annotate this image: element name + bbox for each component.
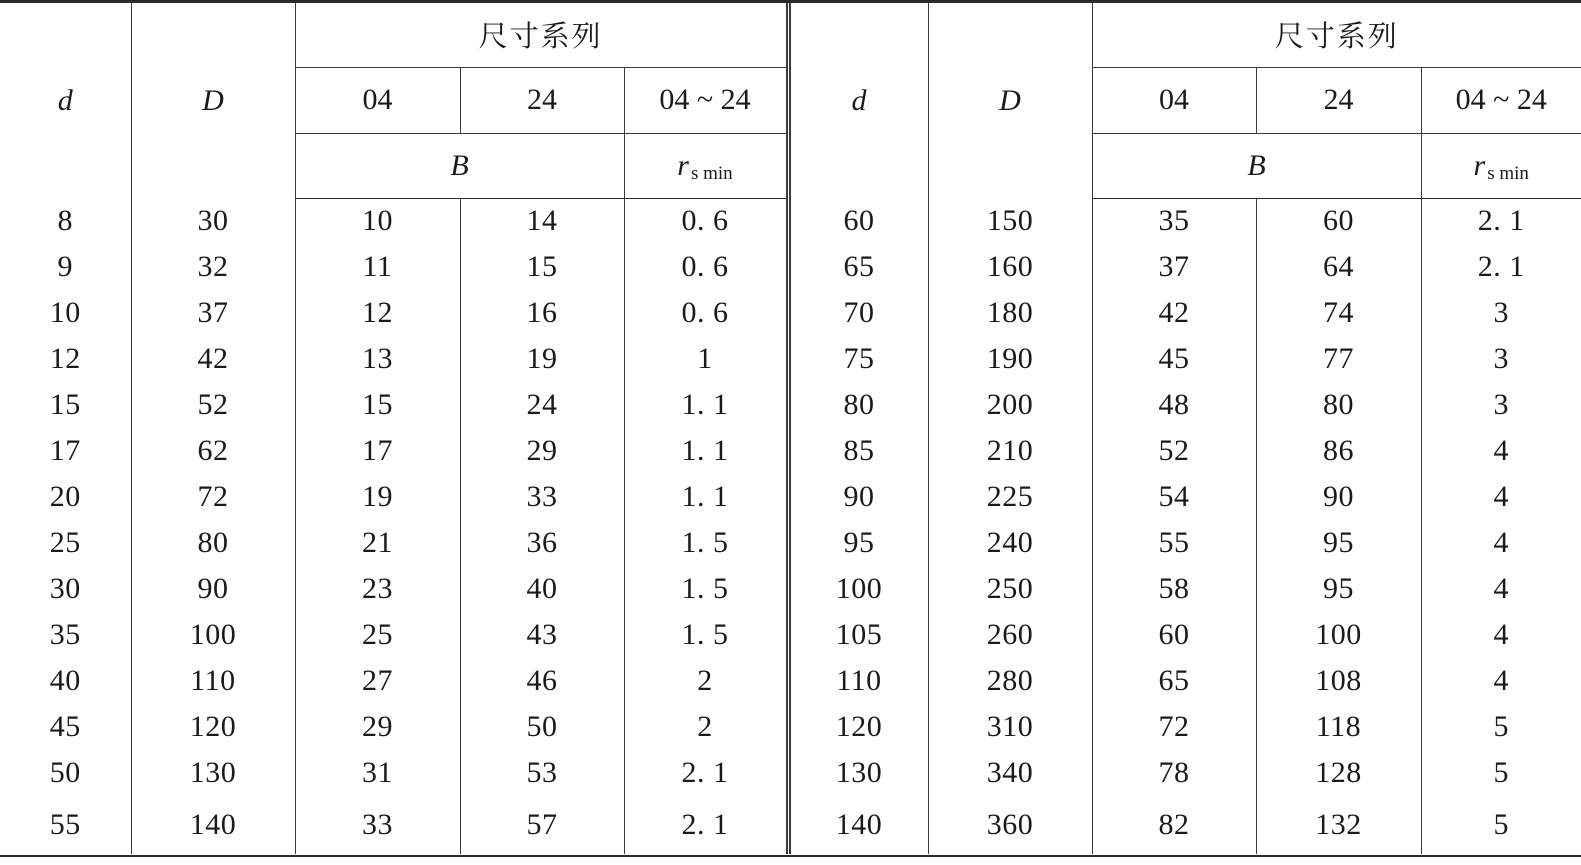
cell-right-width-24: 95 <box>1256 566 1421 612</box>
cell-left-width-24: 57 <box>460 796 624 854</box>
cell-left-chamfer-rs: 2 <box>624 704 788 750</box>
r-symbol: r <box>677 148 689 182</box>
cell-right-bore-d: 75 <box>788 336 928 382</box>
cell-left-width-04: 15 <box>295 382 460 428</box>
cell-left-outer-D: 120 <box>131 704 295 750</box>
cell-left-width-24: 33 <box>460 474 624 520</box>
cell-right-width-04: 52 <box>1092 428 1256 474</box>
cell-left-bore-d: 55 <box>49 808 81 841</box>
cell-left-bore-d: 17 <box>49 434 81 467</box>
table-row <box>0 796 1581 854</box>
cell-left-width-24: 29 <box>460 428 624 474</box>
cell-right-outer-D: 340 <box>928 750 1092 796</box>
cell-right-width-24: 60 <box>1256 198 1421 244</box>
cell-left-bore-d: 50 <box>49 756 81 789</box>
cell-left-chamfer-rs: 1 <box>624 336 788 382</box>
cell-right-width-24: 95 <box>1256 520 1421 566</box>
cell-right-width-24: 132 <box>1256 796 1421 854</box>
cell-left-width-24: 15 <box>460 244 624 290</box>
cell-left-chamfer-rs: 0. 6 <box>624 198 788 244</box>
cell-left-outer-D: 37 <box>131 290 295 336</box>
cell-left-width-24: 36 <box>460 520 624 566</box>
cell-left-chamfer-rs: 0. 6 <box>624 290 788 336</box>
cell-left-bore-d: 40 <box>49 664 81 697</box>
cell-right-outer-D: 225 <box>928 474 1092 520</box>
cell-right-outer-D: 310 <box>928 704 1092 750</box>
cell-left-width-24: 53 <box>460 750 624 796</box>
cell-right-outer-D: 180 <box>928 290 1092 336</box>
cell-left-bore-d: 10 <box>49 296 81 329</box>
cell-right-chamfer-rs: 4 <box>1421 474 1581 520</box>
cell-right-bore-d: 65 <box>788 244 928 290</box>
cell-right-width-04: 45 <box>1092 336 1256 382</box>
cell-left-bore-d: 12 <box>49 342 81 375</box>
bearing-dimension-table <box>0 3 1581 854</box>
cell-left-outer-D: 100 <box>131 612 295 658</box>
cell-left-outer-D: 130 <box>131 750 295 796</box>
cell-left-width-04: 25 <box>295 612 460 658</box>
cell-left-bore-d: 25 <box>49 526 81 559</box>
cell-right-width-04: 42 <box>1092 290 1256 336</box>
cell-left-width-04: 33 <box>295 796 460 854</box>
table-row <box>0 520 1581 566</box>
table-row <box>0 244 1581 290</box>
cell-left-width-04: 19 <box>295 474 460 520</box>
cell-right-width-24: 80 <box>1256 382 1421 428</box>
header-series-04-left: 04 <box>295 67 460 133</box>
header-bore-diameter-right: d <box>788 3 928 198</box>
cell-left-width-04: 29 <box>295 704 460 750</box>
cell-right-chamfer-rs: 5 <box>1421 796 1581 854</box>
cell-left-bore-d: 9 <box>57 250 73 283</box>
cell-right-width-04: 82 <box>1092 796 1256 854</box>
header-size-series-left: 尺寸系列 <box>295 3 788 67</box>
cell-left-outer-D: 62 <box>131 428 295 474</box>
cell-left-width-24: 16 <box>460 290 624 336</box>
table-row <box>0 198 1581 244</box>
cell-right-bore-d: 105 <box>788 612 928 658</box>
header-bore-diameter-left: d <box>57 83 73 117</box>
cell-left-width-24: 50 <box>460 704 624 750</box>
cell-left-outer-D: 72 <box>131 474 295 520</box>
cell-left-bore-d: 45 <box>49 710 81 743</box>
cell-right-bore-d: 95 <box>788 520 928 566</box>
cell-right-width-04: 35 <box>1092 198 1256 244</box>
cell-right-bore-d: 100 <box>788 566 928 612</box>
cell-right-width-04: 55 <box>1092 520 1256 566</box>
cell-left-width-24: 43 <box>460 612 624 658</box>
cell-right-bore-d: 140 <box>788 796 928 854</box>
cell-left-chamfer-rs: 0. 6 <box>624 244 788 290</box>
cell-left-outer-D: 140 <box>131 796 295 854</box>
header-series-range-right: 04 ~ 24 <box>1421 67 1581 133</box>
table-row <box>0 566 1581 612</box>
cell-right-width-04: 72 <box>1092 704 1256 750</box>
cell-right-chamfer-rs: 4 <box>1421 520 1581 566</box>
header-series-24-right: 24 <box>1256 67 1421 133</box>
cell-right-chamfer-rs: 2. 1 <box>1421 244 1581 290</box>
cell-right-width-04: 65 <box>1092 658 1256 704</box>
table-row <box>0 382 1581 428</box>
header-outer-diameter-right: D <box>928 3 1092 198</box>
cell-left-outer-D: 52 <box>131 382 295 428</box>
cell-left-bore-d: 20 <box>49 480 81 513</box>
cell-left-outer-D: 32 <box>131 244 295 290</box>
header-width-left: B <box>295 133 624 198</box>
r-subscript: s min <box>690 162 733 184</box>
cell-left-chamfer-rs: 1. 1 <box>624 474 788 520</box>
cell-right-chamfer-rs: 4 <box>1421 612 1581 658</box>
cell-left-chamfer-rs: 1. 5 <box>624 566 788 612</box>
cell-right-width-04: 48 <box>1092 382 1256 428</box>
cell-left-bore-d: 15 <box>49 388 81 421</box>
header-series-range-left: 04 ~ 24 <box>624 67 788 133</box>
cell-right-outer-D: 210 <box>928 428 1092 474</box>
cell-left-width-04: 23 <box>295 566 460 612</box>
cell-left-bore-d: 8 <box>57 204 73 237</box>
table-row <box>0 428 1581 474</box>
cell-left-chamfer-rs: 1. 1 <box>624 382 788 428</box>
cell-left-outer-D: 80 <box>131 520 295 566</box>
cell-left-width-04: 11 <box>295 244 460 290</box>
cell-right-width-24: 100 <box>1256 612 1421 658</box>
cell-left-outer-D: 90 <box>131 566 295 612</box>
cell-right-outer-D: 190 <box>928 336 1092 382</box>
cell-right-chamfer-rs: 2. 1 <box>1421 198 1581 244</box>
cell-right-width-04: 54 <box>1092 474 1256 520</box>
cell-right-chamfer-rs: 4 <box>1421 566 1581 612</box>
cell-left-width-04: 21 <box>295 520 460 566</box>
cell-left-chamfer-rs: 1. 5 <box>624 612 788 658</box>
cell-left-outer-D: 110 <box>131 658 295 704</box>
cell-left-bore-d: 30 <box>49 572 81 605</box>
cell-right-chamfer-rs: 5 <box>1421 704 1581 750</box>
cell-left-width-04: 12 <box>295 290 460 336</box>
cell-right-bore-d: 90 <box>788 474 928 520</box>
cell-right-outer-D: 360 <box>928 796 1092 854</box>
cell-right-width-24: 128 <box>1256 750 1421 796</box>
table-body <box>0 198 1581 854</box>
cell-left-chamfer-rs: 1. 1 <box>624 428 788 474</box>
header-chamfer-left <box>624 133 788 198</box>
cell-left-width-24: 19 <box>460 336 624 382</box>
cell-left-chamfer-rs: 2. 1 <box>624 750 788 796</box>
cell-left-width-04: 17 <box>295 428 460 474</box>
table-row <box>0 612 1581 658</box>
cell-left-width-04: 31 <box>295 750 460 796</box>
cell-right-outer-D: 160 <box>928 244 1092 290</box>
header-chamfer-right <box>1421 133 1581 198</box>
table-row <box>0 704 1581 750</box>
cell-left-chamfer-rs: 2 <box>624 658 788 704</box>
cell-right-outer-D: 280 <box>928 658 1092 704</box>
table-bottom-rule <box>0 855 1581 857</box>
header-outer-diameter-left: D <box>131 3 295 198</box>
cell-right-width-24: 90 <box>1256 474 1421 520</box>
cell-right-bore-d: 120 <box>788 704 928 750</box>
cell-left-width-24: 24 <box>460 382 624 428</box>
cell-right-width-24: 86 <box>1256 428 1421 474</box>
header-series-04-right: 04 <box>1092 67 1256 133</box>
cell-right-width-24: 64 <box>1256 244 1421 290</box>
cell-right-chamfer-rs: 4 <box>1421 428 1581 474</box>
header-series-24-left: 24 <box>460 67 624 133</box>
r-subscript: s min <box>1487 162 1529 184</box>
cell-right-outer-D: 240 <box>928 520 1092 566</box>
cell-right-outer-D: 260 <box>928 612 1092 658</box>
cell-right-width-04: 58 <box>1092 566 1256 612</box>
table-row <box>0 336 1581 382</box>
table-row <box>0 474 1581 520</box>
cell-left-width-24: 40 <box>460 566 624 612</box>
cell-left-width-04: 27 <box>295 658 460 704</box>
cell-left-width-04: 13 <box>295 336 460 382</box>
cell-right-outer-D: 150 <box>928 198 1092 244</box>
table-row <box>0 750 1581 796</box>
cell-left-width-04: 10 <box>295 198 460 244</box>
cell-right-width-24: 118 <box>1256 704 1421 750</box>
header-size-series-right: 尺寸系列 <box>1092 3 1581 67</box>
cell-right-chamfer-rs: 5 <box>1421 750 1581 796</box>
table-row <box>0 290 1581 336</box>
cell-right-width-24: 77 <box>1256 336 1421 382</box>
cell-right-chamfer-rs: 3 <box>1421 382 1581 428</box>
r-symbol: r <box>1473 148 1486 182</box>
cell-right-bore-d: 130 <box>788 750 928 796</box>
cell-left-bore-d: 35 <box>49 618 81 651</box>
cell-right-bore-d: 85 <box>788 428 928 474</box>
cell-right-width-04: 60 <box>1092 612 1256 658</box>
cell-right-bore-d: 60 <box>788 198 928 244</box>
cell-left-chamfer-rs: 1. 5 <box>624 520 788 566</box>
cell-right-bore-d: 80 <box>788 382 928 428</box>
cell-right-chamfer-rs: 3 <box>1421 290 1581 336</box>
cell-right-bore-d: 110 <box>788 658 928 704</box>
table-row <box>0 658 1581 704</box>
cell-left-outer-D: 42 <box>131 336 295 382</box>
cell-right-bore-d: 70 <box>788 290 928 336</box>
cell-right-chamfer-rs: 4 <box>1421 658 1581 704</box>
cell-right-width-04: 37 <box>1092 244 1256 290</box>
cell-right-width-04: 78 <box>1092 750 1256 796</box>
cell-left-chamfer-rs: 2. 1 <box>624 796 788 854</box>
cell-right-width-24: 74 <box>1256 290 1421 336</box>
cell-right-chamfer-rs: 3 <box>1421 336 1581 382</box>
header-width-right: B <box>1092 133 1421 198</box>
cell-left-outer-D: 30 <box>131 198 295 244</box>
cell-right-width-24: 108 <box>1256 658 1421 704</box>
cell-left-width-24: 46 <box>460 658 624 704</box>
cell-left-width-24: 14 <box>460 198 624 244</box>
cell-right-outer-D: 250 <box>928 566 1092 612</box>
cell-right-outer-D: 200 <box>928 382 1092 428</box>
